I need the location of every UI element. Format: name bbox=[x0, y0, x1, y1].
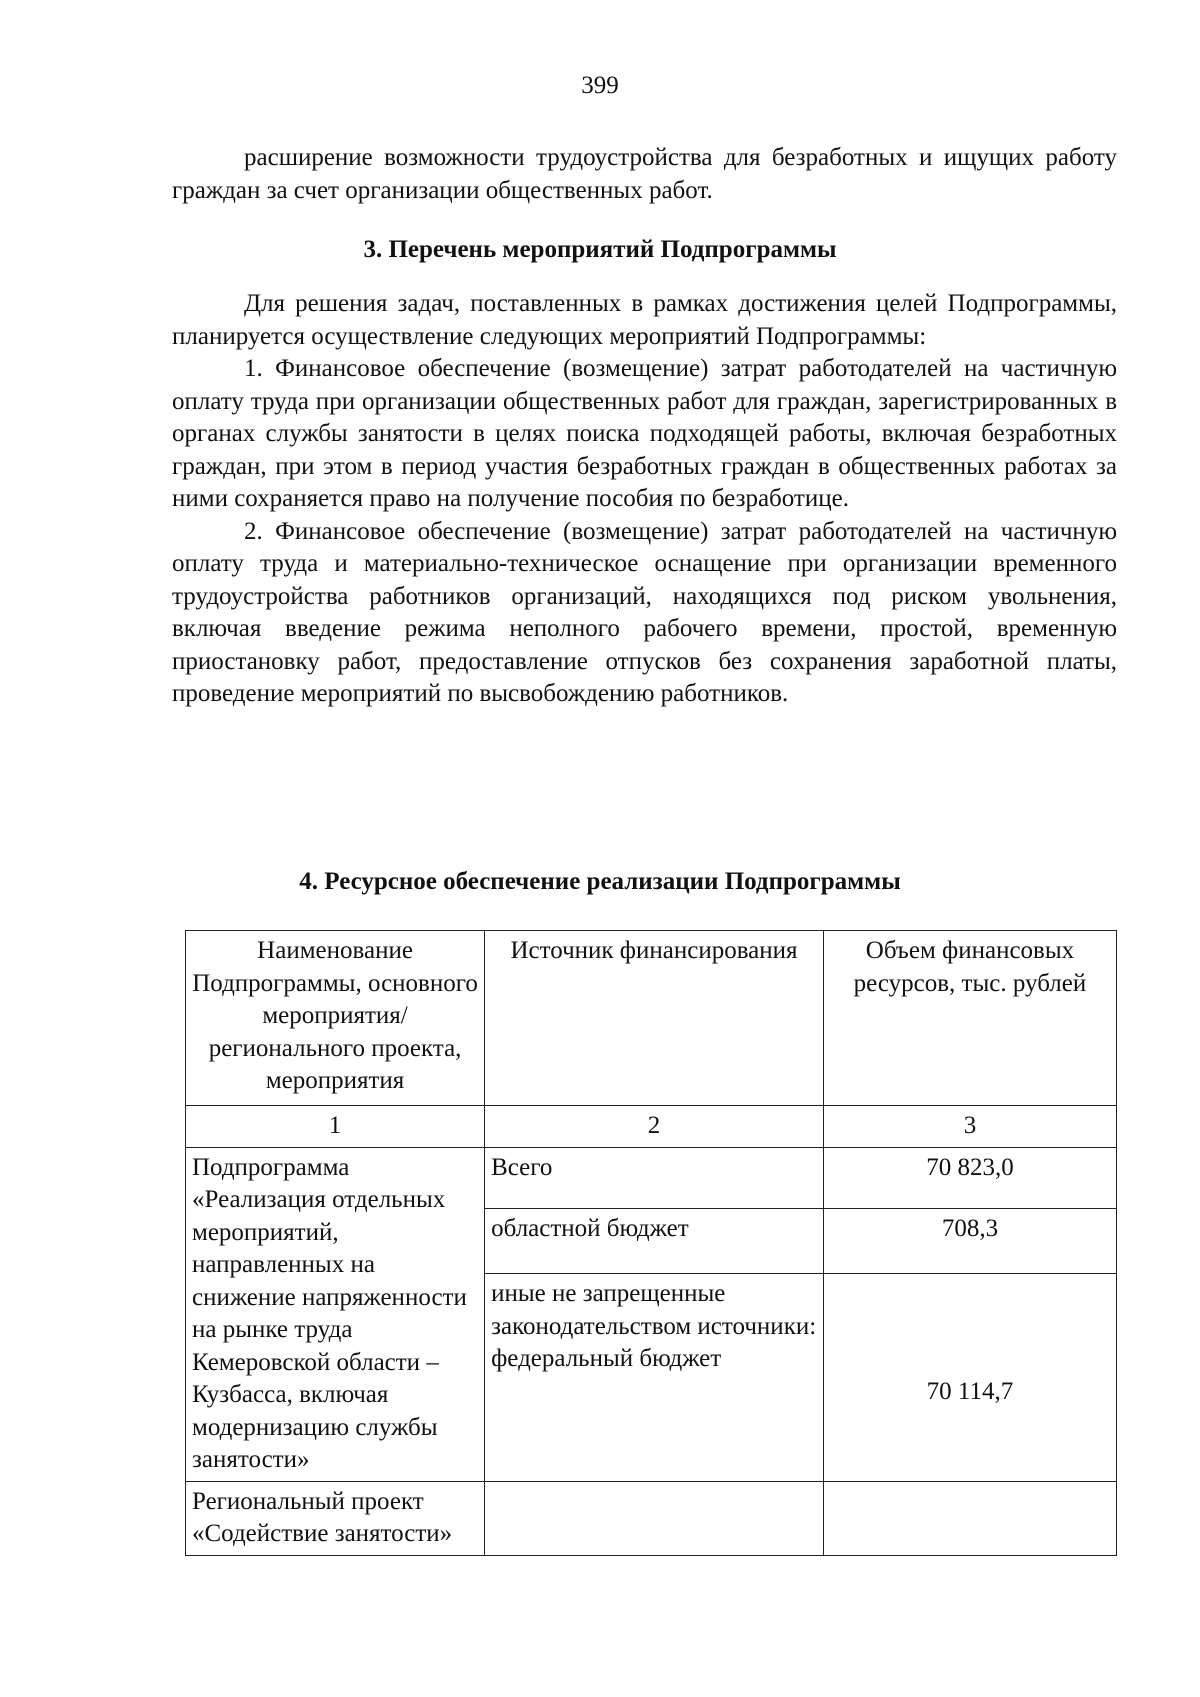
source-cell: Всего bbox=[485, 1147, 824, 1209]
intro-paragraph: расширение возможности трудоустройства для безработных и ищущих работу граждан за счет организации общественных работ. bbox=[172, 144, 1117, 204]
page-number: 399 bbox=[581, 72, 619, 99]
intro-paragraph-block bbox=[172, 142, 1117, 207]
section-3-title: 3. Перечень мероприятий Подпрограммы bbox=[363, 236, 837, 263]
column-number-2: 2 bbox=[485, 1106, 824, 1148]
source-text: иные не запрещенные законодательством источники: bbox=[491, 1280, 817, 1340]
empty-cell bbox=[823, 1481, 1116, 1555]
subprogram-name-cell: Подпрограмма «Реализация отдельных мероприятий, направленных на снижение напряженности на рынке труда Кемеровской области – Кузбасса, включая модернизацию службы занятости» bbox=[186, 1147, 485, 1481]
column-number-1: 1 bbox=[186, 1106, 485, 1148]
header-name: Наименование Подпрограммы, основного мероприятия/ регионального проекта, мероприятия bbox=[186, 931, 485, 1106]
table-column-number-row bbox=[186, 1106, 1117, 1148]
table-row bbox=[186, 1481, 1117, 1555]
source-subtext: федеральный бюджет bbox=[491, 1345, 722, 1373]
section-3-paragraph-item-2: 2. Финансовое обеспечение (возмещение) затрат работодателей на частичную оплату труда и материально-техническое оснащение при организации временного трудоустройства работников организаций, находящихся под риском увольнения, включая введение режима неполного рабочего времени, простой, временную приостановку работ, предоставление отпусков без сохранения заработной платы, проведение мероприятий по высвобождению работников. bbox=[172, 517, 1117, 707]
regional-project-cell: Региональный проект «Содействие занятости» bbox=[186, 1481, 485, 1555]
column-number-3: 3 bbox=[823, 1106, 1116, 1148]
section-3-body bbox=[172, 288, 1117, 711]
table-header-row bbox=[186, 931, 1117, 1106]
section-3-paragraph-item-1: 1. Финансовое обеспечение (возмещение) затрат работодателей на частичную оплату труда при организации общественных работ для граждан, зарегистрированных в органах службы занятости в целях поиска подходящей работы, включая безработных граждан, при этом в период участия безработных граждан в общественных работах за ними сохраняется право на получение пособия по безработице. bbox=[172, 355, 1117, 512]
resource-table bbox=[185, 930, 1117, 1556]
section-4-title: 4. Ресурсное обеспечение реализации Подпрограммы bbox=[299, 868, 901, 895]
empty-cell bbox=[485, 1481, 824, 1555]
amount-cell: 70 114,7 bbox=[823, 1274, 1116, 1481]
section-3-paragraph-intro: Для решения задач, поставленных в рамках достижения целей Подпрограммы, планируется осуществление следующих мероприятий Подпрограммы: bbox=[172, 290, 1117, 350]
source-cell bbox=[485, 1274, 824, 1481]
source-cell: областной бюджет bbox=[485, 1209, 824, 1274]
amount-cell: 708,3 bbox=[823, 1209, 1116, 1274]
table-row bbox=[186, 1147, 1117, 1209]
header-source: Источник финансирования bbox=[485, 931, 824, 1106]
header-amount: Объем финансовых ресурсов, тыс. рублей bbox=[823, 931, 1116, 1106]
amount-cell: 70 823,0 bbox=[823, 1147, 1116, 1209]
